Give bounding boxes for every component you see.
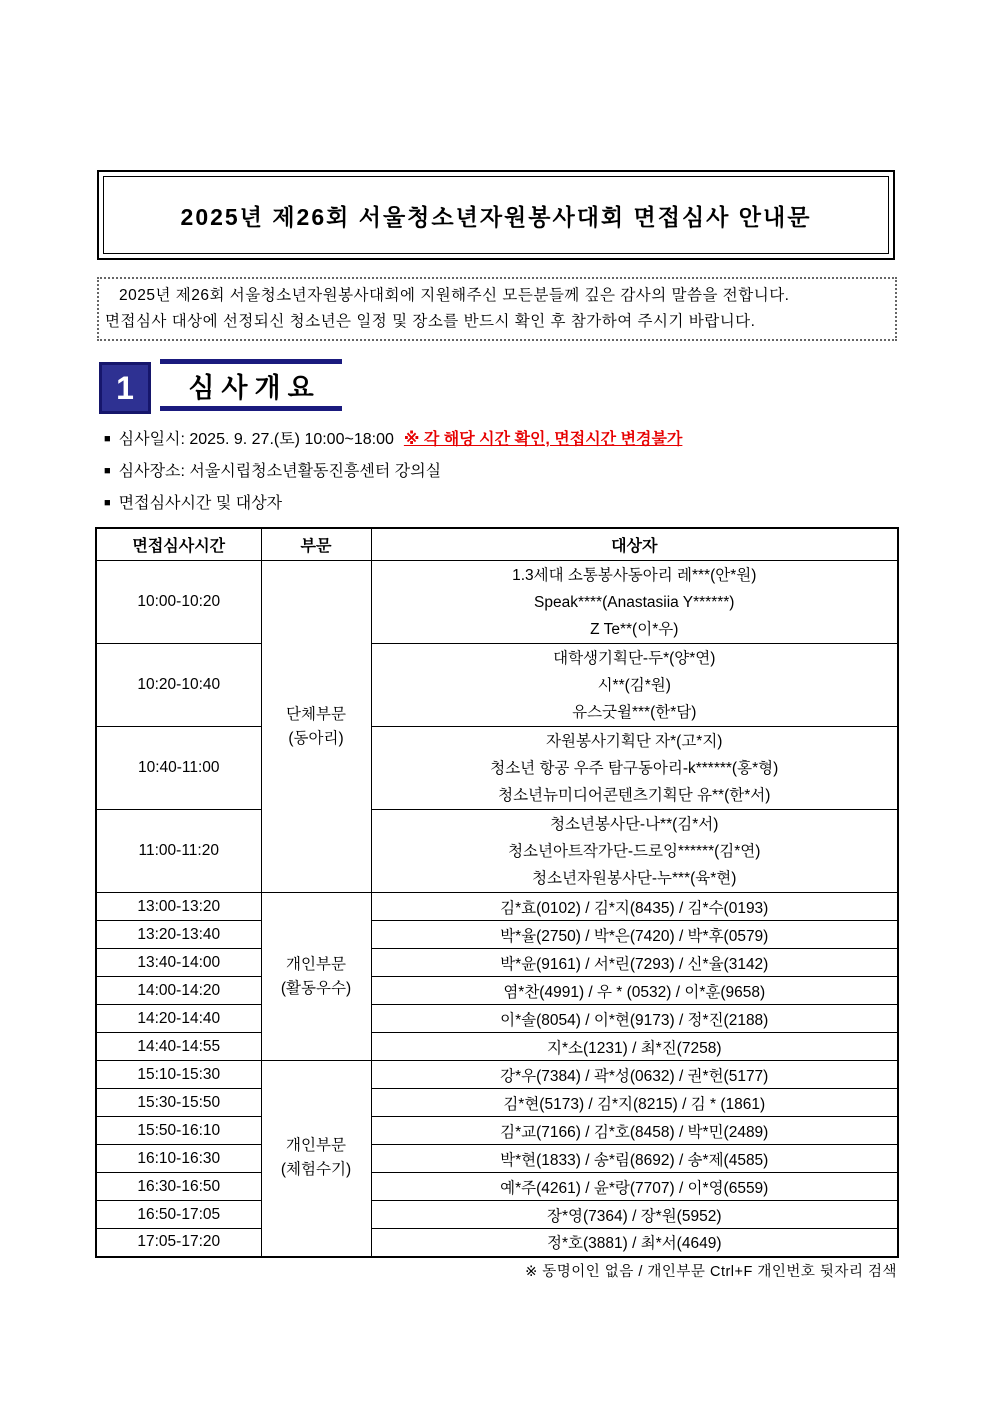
- time-cell: 10:40-11:00: [96, 727, 261, 810]
- target-line: 청소년뉴미디어콘텐츠기획단 유**(한*서): [498, 786, 771, 804]
- target-line: 유스굿윌***(한*담): [572, 703, 697, 721]
- table-row: [96, 1089, 898, 1117]
- time-cell: 13:40-14:00: [96, 949, 261, 977]
- title-box-inner: [103, 176, 889, 254]
- table-row: [96, 1145, 898, 1173]
- time-cell: 10:20-10:40: [96, 644, 261, 727]
- target-cell: [371, 561, 898, 644]
- square-bullet-icon: ■: [104, 433, 111, 445]
- target-cell: 장*영(7364) / 장*원(5952): [371, 1201, 898, 1229]
- part-label-line1: 개인부문: [286, 1137, 346, 1155]
- header-time: 면접심사시간: [96, 528, 261, 561]
- header-part: 부문: [261, 528, 371, 561]
- square-bullet-icon: ■: [104, 497, 111, 509]
- target-cell: 강*우(7384) / 곽*성(0632) / 권*헌(5177): [371, 1061, 898, 1089]
- time-cell: 15:50-16:10: [96, 1117, 261, 1145]
- table-header-row: [96, 528, 898, 561]
- table-row: [96, 921, 898, 949]
- bullet-schedule: [104, 424, 904, 456]
- table-row: [96, 1061, 898, 1089]
- time-cell: 14:20-14:40: [96, 1005, 261, 1033]
- target-cell: 김*효(0102) / 김*지(8435) / 김*수(0193): [371, 893, 898, 921]
- table-row: [96, 1033, 898, 1061]
- table-intro-text: 면접심사시간 및 대상자: [118, 495, 283, 512]
- target-line: 자원봉사기획단 자*(고*지): [546, 732, 723, 750]
- target-line: 청소년봉사단-나**(김*서): [550, 815, 719, 833]
- target-cell: 김*현(5173) / 김*지(8215) / 김 * (1861): [371, 1089, 898, 1117]
- bullet-list: [104, 424, 904, 520]
- target-cell: 정*호(3881) / 최*서(4649): [371, 1229, 898, 1257]
- part-label-line2: (활동우수): [280, 979, 352, 997]
- part-cell: [261, 1061, 371, 1257]
- target-cell: 예*주(4261) / 윤*랑(7707) / 이*영(6559): [371, 1173, 898, 1201]
- schedule-table: [95, 527, 899, 1258]
- time-cell: 16:30-16:50: [96, 1173, 261, 1201]
- section-header: [99, 359, 342, 411]
- part-cell: [261, 893, 371, 1061]
- intro-box: [97, 277, 897, 341]
- table-row: [96, 727, 898, 810]
- table-row: [96, 1229, 898, 1257]
- target-line: Speak****(Anastasiia Y******): [534, 593, 735, 611]
- time-cell: 15:30-15:50: [96, 1089, 261, 1117]
- header-target: 대상자: [371, 528, 898, 561]
- target-cell: 이*솔(8054) / 이*현(9173) / 정*진(2188): [371, 1005, 898, 1033]
- table-row: [96, 977, 898, 1005]
- target-cell: 김*교(7166) / 김*호(8458) / 박*민(2489): [371, 1117, 898, 1145]
- target-cell: 염*찬(4991) / 우 * (0532) / 이*훈(9658): [371, 977, 898, 1005]
- part-label-line1: 단체부문: [286, 705, 346, 723]
- target-cell: 박*현(1833) / 송*림(8692) / 송*제(4585): [371, 1145, 898, 1173]
- time-cell: 14:40-14:55: [96, 1033, 261, 1061]
- target-line: 대학생기획단-두*(양*연): [553, 649, 716, 667]
- table-row: [96, 561, 898, 644]
- square-bullet-icon: ■: [104, 465, 111, 477]
- bullet-table-intro: [104, 488, 904, 520]
- section-title: 심사개요: [188, 372, 321, 403]
- table-row: [96, 810, 898, 893]
- target-line: Z Te**(이*우): [590, 620, 679, 638]
- time-cell: 17:05-17:20: [96, 1229, 261, 1257]
- schedule-text: 심사일시: 2025. 9. 27.(토) 10:00~18:00: [118, 431, 394, 448]
- time-cell: 16:10-16:30: [96, 1145, 261, 1173]
- target-line: 청소년아트작가단-드로잉******(김*연): [508, 842, 761, 860]
- schedule-warning-text: ※ 각 해당 시간 확인, 면접시간 변경불가: [403, 431, 683, 448]
- intro-line-1: 2025년 제26회 서울청소년자원봉사대회에 지원해주신 모든분들께 깊은 감사의 말씀을 전합니다.: [119, 287, 790, 304]
- footer-note: ※ 동명이인 없음 / 개인부문 Ctrl+F 개인번호 뒷자리 검색: [525, 1264, 897, 1280]
- place-text: 심사장소: 서울시립청소년활동진흥센터 강의실: [118, 463, 442, 480]
- target-cell: [371, 810, 898, 893]
- time-cell: 14:00-14:20: [96, 977, 261, 1005]
- part-label-line2: (동아리): [288, 729, 344, 747]
- target-cell: 박*율(2750) / 박*은(7420) / 박*후(0579): [371, 921, 898, 949]
- section-title-bar: [160, 359, 342, 411]
- page-title: 2025년 제26회 서울청소년자원봉사대회 면접심사 안내문: [180, 203, 812, 230]
- target-line: 청소년자원봉사단-누***(육*현): [532, 869, 737, 887]
- table-row: [96, 1117, 898, 1145]
- part-label-line1: 개인부문: [286, 955, 346, 973]
- table-row: [96, 893, 898, 921]
- time-cell: 13:20-13:40: [96, 921, 261, 949]
- part-label-line2: (체험수기): [280, 1161, 352, 1179]
- target-line: 시**(김*원): [597, 676, 671, 694]
- time-cell: 10:00-10:20: [96, 561, 261, 644]
- time-cell: 11:00-11:20: [96, 810, 261, 893]
- target-cell: [371, 644, 898, 727]
- part-cell: [261, 561, 371, 893]
- time-cell: 13:00-13:20: [96, 893, 261, 921]
- section-number-badge: 1: [99, 362, 151, 414]
- schedule-table-wrapper: [95, 527, 899, 1258]
- target-cell: [371, 727, 898, 810]
- intro-line-2: 면접심사 대상에 선정되신 청소년은 일정 및 장소를 반드시 확인 후 참가하여 주시기 바랍니다.: [105, 313, 756, 330]
- table-row: [96, 949, 898, 977]
- table-row: [96, 1173, 898, 1201]
- bullet-place: [104, 456, 904, 488]
- table-row: [96, 1201, 898, 1229]
- time-cell: 16:50-17:05: [96, 1201, 261, 1229]
- table-row: [96, 1005, 898, 1033]
- table-row: [96, 644, 898, 727]
- target-cell: 지*소(1231) / 최*진(7258): [371, 1033, 898, 1061]
- target-line: 1.3세대 소통봉사동아리 레***(안*원): [512, 566, 757, 584]
- target-line: 청소년 항공 우주 탐구동아리-k******(홍*형): [490, 759, 779, 777]
- title-box: [97, 170, 895, 260]
- target-cell: 박*윤(9161) / 서*린(7293) / 신*율(3142): [371, 949, 898, 977]
- time-cell: 15:10-15:30: [96, 1061, 261, 1089]
